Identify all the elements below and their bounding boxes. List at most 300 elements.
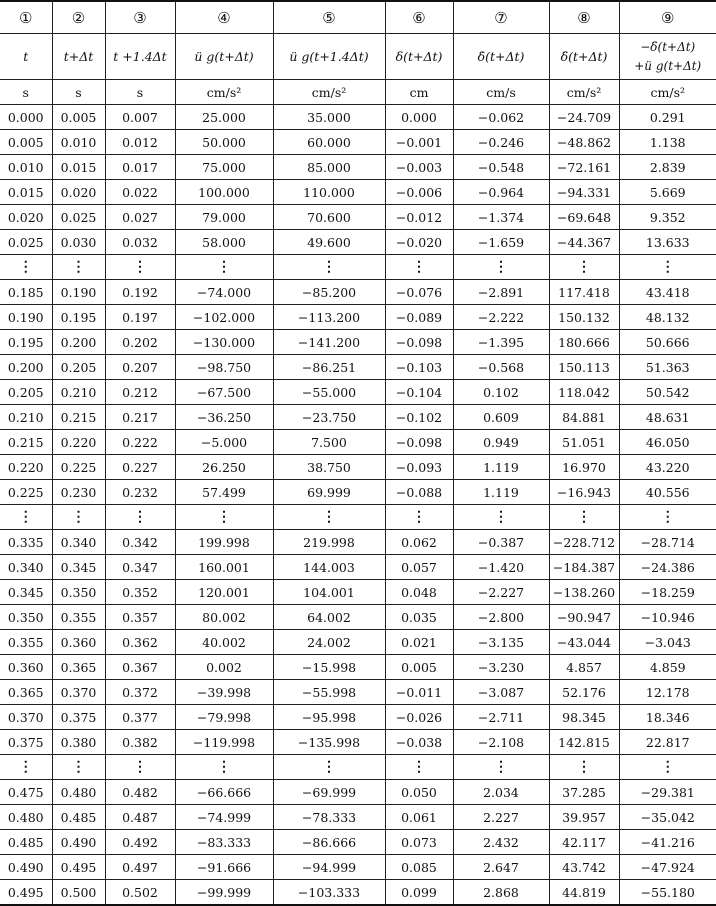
table-cell: 84.881 bbox=[549, 405, 619, 430]
table-cell: ⋮ bbox=[105, 755, 175, 780]
table-row bbox=[0, 830, 716, 855]
table-cell: −0.093 bbox=[385, 455, 453, 480]
table-cell: 0.210 bbox=[0, 405, 52, 430]
table-cell: −69.999 bbox=[273, 780, 385, 805]
table-cell: −0.098 bbox=[385, 430, 453, 455]
table-cell: 0.232 bbox=[105, 480, 175, 505]
table-cell: 9.352 bbox=[619, 205, 716, 230]
table-cell: ⋮ bbox=[105, 255, 175, 280]
table-cell: −48.862 bbox=[549, 130, 619, 155]
table-cell: 0.475 bbox=[0, 780, 52, 805]
table-cell: −10.946 bbox=[619, 605, 716, 630]
table-cell: 0.017 bbox=[105, 155, 175, 180]
column-number: ① bbox=[0, 1, 52, 34]
table-row bbox=[0, 455, 716, 480]
table-cell: 0.050 bbox=[385, 780, 453, 805]
table-row bbox=[0, 605, 716, 630]
table-cell: 16.970 bbox=[549, 455, 619, 480]
column-number: ② bbox=[52, 1, 105, 34]
column-unit: s bbox=[0, 80, 52, 105]
table-cell: 0.210 bbox=[52, 380, 105, 405]
table-cell: −0.038 bbox=[385, 730, 453, 755]
table-row bbox=[0, 205, 716, 230]
table-cell: 0.350 bbox=[0, 605, 52, 630]
table-cell: 0.205 bbox=[52, 355, 105, 380]
table-cell: 150.132 bbox=[549, 305, 619, 330]
table-cell: 0.347 bbox=[105, 555, 175, 580]
table-cell: −5.000 bbox=[175, 430, 273, 455]
table-cell: 2.432 bbox=[453, 830, 549, 855]
table-cell: 2.868 bbox=[453, 880, 549, 906]
table-cell: 0.020 bbox=[52, 180, 105, 205]
column-unit: s bbox=[52, 80, 105, 105]
table-cell: −94.331 bbox=[549, 180, 619, 205]
table-cell: 43.220 bbox=[619, 455, 716, 480]
table-cell: 58.000 bbox=[175, 230, 273, 255]
column-number: ⑤ bbox=[273, 1, 385, 34]
table-row bbox=[0, 480, 716, 505]
table-cell: −78.333 bbox=[273, 805, 385, 830]
table-cell: 0.375 bbox=[0, 730, 52, 755]
table-cell: ⋮ bbox=[619, 505, 716, 530]
table-cell: 150.113 bbox=[549, 355, 619, 380]
table-cell: 49.600 bbox=[273, 230, 385, 255]
table-cell: −2.891 bbox=[453, 280, 549, 305]
table-cell: 0.190 bbox=[0, 305, 52, 330]
table-cell: 2.647 bbox=[453, 855, 549, 880]
table-cell: −0.026 bbox=[385, 705, 453, 730]
table-cell: 0.345 bbox=[52, 555, 105, 580]
table-cell: 44.819 bbox=[549, 880, 619, 906]
header-unit-row bbox=[0, 80, 716, 105]
table-cell: −0.098 bbox=[385, 330, 453, 355]
column-number: ③ bbox=[105, 1, 175, 34]
table-cell: ⋮ bbox=[52, 255, 105, 280]
table-cell: 0.007 bbox=[105, 105, 175, 130]
table-cell: 0.382 bbox=[105, 730, 175, 755]
table-cell: −0.062 bbox=[453, 105, 549, 130]
column-symbol: t+Δt bbox=[52, 34, 105, 80]
table-cell: 0.200 bbox=[52, 330, 105, 355]
column-unit: s bbox=[105, 80, 175, 105]
table-cell: 0.352 bbox=[105, 580, 175, 605]
table-cell: −86.666 bbox=[273, 830, 385, 855]
column-unit: cm/s bbox=[453, 80, 549, 105]
table-cell: 0.360 bbox=[52, 630, 105, 655]
table-cell: 0.370 bbox=[0, 705, 52, 730]
table-row bbox=[0, 430, 716, 455]
table-cell: 118.042 bbox=[549, 380, 619, 405]
table-cell: −0.104 bbox=[385, 380, 453, 405]
table-cell: −55.998 bbox=[273, 680, 385, 705]
table-cell: ⋮ bbox=[273, 505, 385, 530]
table-cell: −0.102 bbox=[385, 405, 453, 430]
table-cell: −18.259 bbox=[619, 580, 716, 605]
table-cell: 0.195 bbox=[52, 305, 105, 330]
table-cell: 0.202 bbox=[105, 330, 175, 355]
table-cell: −98.750 bbox=[175, 355, 273, 380]
table-cell: ⋮ bbox=[175, 755, 273, 780]
table-cell: 79.000 bbox=[175, 205, 273, 230]
table-cell: −135.998 bbox=[273, 730, 385, 755]
table-cell: 2.839 bbox=[619, 155, 716, 180]
table-cell: 98.345 bbox=[549, 705, 619, 730]
table-cell: 0.215 bbox=[0, 430, 52, 455]
table-cell: −0.089 bbox=[385, 305, 453, 330]
table-cell: 0.212 bbox=[105, 380, 175, 405]
table-cell: −74.999 bbox=[175, 805, 273, 830]
table-cell: 0.073 bbox=[385, 830, 453, 855]
table-cell: 0.085 bbox=[385, 855, 453, 880]
column-number: ④ bbox=[175, 1, 273, 34]
table-cell: 5.669 bbox=[619, 180, 716, 205]
table-cell: −2.108 bbox=[453, 730, 549, 755]
table-row bbox=[0, 155, 716, 180]
column-symbol-line: −δ̈(t+Δt) bbox=[620, 38, 716, 57]
column-number: ⑧ bbox=[549, 1, 619, 34]
table-cell: 110.000 bbox=[273, 180, 385, 205]
table-cell: 0.375 bbox=[52, 705, 105, 730]
table-cell: ⋮ bbox=[453, 505, 549, 530]
table-cell: −130.000 bbox=[175, 330, 273, 355]
table-cell: 42.117 bbox=[549, 830, 619, 855]
table-row bbox=[0, 730, 716, 755]
table-cell: 0.205 bbox=[0, 380, 52, 405]
table-cell: 0.005 bbox=[52, 105, 105, 130]
table-cell: 0.490 bbox=[52, 830, 105, 855]
table-cell: ⋮ bbox=[0, 255, 52, 280]
table-cell: −0.964 bbox=[453, 180, 549, 205]
table-row bbox=[0, 880, 716, 906]
table-cell: 0.372 bbox=[105, 680, 175, 705]
table-cell: −24.709 bbox=[549, 105, 619, 130]
table-cell: 0.495 bbox=[0, 880, 52, 906]
table-row bbox=[0, 330, 716, 355]
column-unit: cm bbox=[385, 80, 453, 105]
table-cell: −28.714 bbox=[619, 530, 716, 555]
table-cell: 0.485 bbox=[0, 830, 52, 855]
table-cell: 0.010 bbox=[0, 155, 52, 180]
table-row bbox=[0, 780, 716, 805]
table-cell: −91.666 bbox=[175, 855, 273, 880]
table-cell: −83.333 bbox=[175, 830, 273, 855]
table-cell: 0.949 bbox=[453, 430, 549, 455]
table-cell: 0.220 bbox=[0, 455, 52, 480]
table-cell: 0.370 bbox=[52, 680, 105, 705]
table-cell: −36.250 bbox=[175, 405, 273, 430]
table-cell: 0.015 bbox=[52, 155, 105, 180]
table-row bbox=[0, 405, 716, 430]
table-cell: 0.340 bbox=[0, 555, 52, 580]
table-cell: −55.180 bbox=[619, 880, 716, 906]
column-symbol-combined bbox=[619, 34, 716, 80]
table-cell: ⋮ bbox=[549, 255, 619, 280]
header-number-row bbox=[0, 1, 716, 34]
table-row bbox=[0, 630, 716, 655]
table-cell: 12.178 bbox=[619, 680, 716, 705]
table-cell: 0.027 bbox=[105, 205, 175, 230]
table-cell: 64.002 bbox=[273, 605, 385, 630]
table-cell: −0.001 bbox=[385, 130, 453, 155]
table-cell: 57.499 bbox=[175, 480, 273, 505]
table-cell: 0.048 bbox=[385, 580, 453, 605]
table-cell: −0.103 bbox=[385, 355, 453, 380]
table-cell: 2.227 bbox=[453, 805, 549, 830]
table-cell: 48.132 bbox=[619, 305, 716, 330]
column-symbol: δ̈(t+Δt) bbox=[549, 34, 619, 80]
column-number: ⑥ bbox=[385, 1, 453, 34]
table-cell: 2.034 bbox=[453, 780, 549, 805]
table-cell: 46.050 bbox=[619, 430, 716, 455]
table-cell: 0.220 bbox=[52, 430, 105, 455]
table-cell: 0.021 bbox=[385, 630, 453, 655]
table-cell: 39.957 bbox=[549, 805, 619, 830]
table-cell: −119.998 bbox=[175, 730, 273, 755]
table-cell: 70.600 bbox=[273, 205, 385, 230]
table-cell: 4.859 bbox=[619, 655, 716, 680]
table-cell: 1.119 bbox=[453, 455, 549, 480]
table-cell: 0.032 bbox=[105, 230, 175, 255]
table-row bbox=[0, 580, 716, 605]
table-cell: 117.418 bbox=[549, 280, 619, 305]
table-cell: 26.250 bbox=[175, 455, 273, 480]
table-cell: 0.367 bbox=[105, 655, 175, 680]
table-cell: ⋮ bbox=[52, 505, 105, 530]
table-cell: 0.495 bbox=[52, 855, 105, 880]
table-cell: −0.020 bbox=[385, 230, 453, 255]
table-cell: 50.666 bbox=[619, 330, 716, 355]
table-cell: 0.215 bbox=[52, 405, 105, 430]
table-row bbox=[0, 230, 716, 255]
ellipsis-row bbox=[0, 505, 716, 530]
table-cell: 0.222 bbox=[105, 430, 175, 455]
table-row bbox=[0, 855, 716, 880]
table-cell: 0.362 bbox=[105, 630, 175, 655]
table-cell: −72.161 bbox=[549, 155, 619, 180]
table-cell: 0.355 bbox=[52, 605, 105, 630]
table-cell: −2.222 bbox=[453, 305, 549, 330]
table-cell: −2.227 bbox=[453, 580, 549, 605]
table-cell: 0.192 bbox=[105, 280, 175, 305]
table-row bbox=[0, 555, 716, 580]
table-cell: −138.260 bbox=[549, 580, 619, 605]
table-cell: −29.381 bbox=[619, 780, 716, 805]
table-row bbox=[0, 380, 716, 405]
table-row bbox=[0, 130, 716, 155]
table-cell: ⋮ bbox=[0, 505, 52, 530]
table-row bbox=[0, 805, 716, 830]
table-cell: 0.500 bbox=[52, 880, 105, 906]
table-cell: 43.742 bbox=[549, 855, 619, 880]
table-cell: 0.005 bbox=[385, 655, 453, 680]
table-cell: −15.998 bbox=[273, 655, 385, 680]
table-cell: 0.230 bbox=[52, 480, 105, 505]
table-cell: −0.548 bbox=[453, 155, 549, 180]
column-symbol: t +1.4Δt bbox=[105, 34, 175, 80]
column-unit: cm/s² bbox=[273, 80, 385, 105]
table-cell: 0.502 bbox=[105, 880, 175, 906]
table-cell: 0.000 bbox=[0, 105, 52, 130]
table-cell: 0.225 bbox=[0, 480, 52, 505]
table-row bbox=[0, 355, 716, 380]
table-cell: 0.335 bbox=[0, 530, 52, 555]
table-cell: −99.999 bbox=[175, 880, 273, 906]
table-cell: 0.061 bbox=[385, 805, 453, 830]
table-cell: −24.386 bbox=[619, 555, 716, 580]
table-cell: ⋮ bbox=[0, 755, 52, 780]
table-cell: 120.001 bbox=[175, 580, 273, 605]
table-cell: −0.076 bbox=[385, 280, 453, 305]
table-cell: 75.000 bbox=[175, 155, 273, 180]
table-cell: −0.387 bbox=[453, 530, 549, 555]
table-cell: 0.345 bbox=[0, 580, 52, 605]
table-cell: 0.492 bbox=[105, 830, 175, 855]
table-cell: 18.346 bbox=[619, 705, 716, 730]
header-symbol-row bbox=[0, 34, 716, 80]
table-cell: −1.395 bbox=[453, 330, 549, 355]
table-cell: 0.342 bbox=[105, 530, 175, 555]
table-cell: −0.568 bbox=[453, 355, 549, 380]
table-cell: 0.485 bbox=[52, 805, 105, 830]
column-unit: cm/s² bbox=[619, 80, 716, 105]
table-cell: 69.999 bbox=[273, 480, 385, 505]
table-cell: 38.750 bbox=[273, 455, 385, 480]
table-cell: −47.924 bbox=[619, 855, 716, 880]
table-cell: 0.030 bbox=[52, 230, 105, 255]
table-cell: 142.815 bbox=[549, 730, 619, 755]
table-cell: 0.195 bbox=[0, 330, 52, 355]
table-cell: −1.420 bbox=[453, 555, 549, 580]
table-cell: 0.062 bbox=[385, 530, 453, 555]
table-cell: 0.207 bbox=[105, 355, 175, 380]
column-symbol: t bbox=[0, 34, 52, 80]
table-cell: −228.712 bbox=[549, 530, 619, 555]
table-cell: ⋮ bbox=[175, 255, 273, 280]
table-cell: 0.015 bbox=[0, 180, 52, 205]
table-cell: ⋮ bbox=[453, 255, 549, 280]
table-cell: ⋮ bbox=[549, 755, 619, 780]
table-cell: −0.003 bbox=[385, 155, 453, 180]
table-cell: 4.857 bbox=[549, 655, 619, 680]
table-cell: −0.006 bbox=[385, 180, 453, 205]
table-cell: −141.200 bbox=[273, 330, 385, 355]
column-symbol: δ̇(t+Δt) bbox=[453, 34, 549, 80]
table-cell: 24.002 bbox=[273, 630, 385, 655]
table-cell: 60.000 bbox=[273, 130, 385, 155]
table-cell: 0.099 bbox=[385, 880, 453, 906]
table-cell: 85.000 bbox=[273, 155, 385, 180]
table-cell: −3.230 bbox=[453, 655, 549, 680]
table-cell: 0.225 bbox=[52, 455, 105, 480]
table-cell: ⋮ bbox=[273, 255, 385, 280]
table-cell: 0.350 bbox=[52, 580, 105, 605]
table-cell: 0.217 bbox=[105, 405, 175, 430]
table-cell: 0.010 bbox=[52, 130, 105, 155]
table-cell: 0.057 bbox=[385, 555, 453, 580]
column-symbol-line: +ü g(t+Δt) bbox=[620, 57, 716, 76]
table-cell: 0.022 bbox=[105, 180, 175, 205]
table-cell: 0.480 bbox=[0, 805, 52, 830]
table-cell: −66.666 bbox=[175, 780, 273, 805]
table-cell: −35.042 bbox=[619, 805, 716, 830]
table-cell: 0.025 bbox=[0, 230, 52, 255]
table-cell: 0.357 bbox=[105, 605, 175, 630]
table-cell: 22.817 bbox=[619, 730, 716, 755]
table-cell: ⋮ bbox=[619, 255, 716, 280]
column-number: ⑨ bbox=[619, 1, 716, 34]
table-row bbox=[0, 280, 716, 305]
column-unit: cm/s² bbox=[175, 80, 273, 105]
table-cell: −2.711 bbox=[453, 705, 549, 730]
table-cell: 52.176 bbox=[549, 680, 619, 705]
table-cell: 40.002 bbox=[175, 630, 273, 655]
column-symbol: ü g(t+1.4Δt) bbox=[273, 34, 385, 80]
table-cell: 0.365 bbox=[0, 680, 52, 705]
table-cell: 50.542 bbox=[619, 380, 716, 405]
table-cell: 43.418 bbox=[619, 280, 716, 305]
table-row bbox=[0, 655, 716, 680]
table-cell: ⋮ bbox=[273, 755, 385, 780]
table-cell: 0.497 bbox=[105, 855, 175, 880]
table-cell: 0.197 bbox=[105, 305, 175, 330]
table-cell: 48.631 bbox=[619, 405, 716, 430]
table-cell: −94.999 bbox=[273, 855, 385, 880]
table-cell: 104.001 bbox=[273, 580, 385, 605]
table-cell: −0.012 bbox=[385, 205, 453, 230]
table-cell: 160.001 bbox=[175, 555, 273, 580]
table-cell: 0.365 bbox=[52, 655, 105, 680]
table-cell: −2.800 bbox=[453, 605, 549, 630]
table-cell: 0.002 bbox=[175, 655, 273, 680]
table-cell: 1.119 bbox=[453, 480, 549, 505]
column-symbol: δ(t+Δt) bbox=[385, 34, 453, 80]
table-cell: −0.088 bbox=[385, 480, 453, 505]
table-cell: 0.609 bbox=[453, 405, 549, 430]
table-row bbox=[0, 180, 716, 205]
table-cell: 0.377 bbox=[105, 705, 175, 730]
table-cell: −79.998 bbox=[175, 705, 273, 730]
table-cell: −0.246 bbox=[453, 130, 549, 155]
table-cell: −55.000 bbox=[273, 380, 385, 405]
table-cell: 199.998 bbox=[175, 530, 273, 555]
table-cell: −39.998 bbox=[175, 680, 273, 705]
table-cell: 0.355 bbox=[0, 630, 52, 655]
table-cell: 180.666 bbox=[549, 330, 619, 355]
table-row bbox=[0, 680, 716, 705]
table-cell: ⋮ bbox=[52, 755, 105, 780]
table-cell: 1.138 bbox=[619, 130, 716, 155]
table-cell: 80.002 bbox=[175, 605, 273, 630]
column-unit: cm/s² bbox=[549, 80, 619, 105]
table-cell: −3.087 bbox=[453, 680, 549, 705]
table-cell: −3.043 bbox=[619, 630, 716, 655]
table-cell: 13.633 bbox=[619, 230, 716, 255]
table-cell: 0.360 bbox=[0, 655, 52, 680]
ellipsis-row bbox=[0, 755, 716, 780]
table-cell: −67.500 bbox=[175, 380, 273, 405]
table-cell: −44.367 bbox=[549, 230, 619, 255]
table-cell: 7.500 bbox=[273, 430, 385, 455]
table-cell: 35.000 bbox=[273, 105, 385, 130]
table-cell: −95.998 bbox=[273, 705, 385, 730]
table-cell: −90.947 bbox=[549, 605, 619, 630]
table-cell: 0.000 bbox=[385, 105, 453, 130]
table-cell: 0.020 bbox=[0, 205, 52, 230]
table-cell: ⋮ bbox=[385, 755, 453, 780]
table-cell: −1.659 bbox=[453, 230, 549, 255]
table-cell: −3.135 bbox=[453, 630, 549, 655]
table-cell: 0.291 bbox=[619, 105, 716, 130]
